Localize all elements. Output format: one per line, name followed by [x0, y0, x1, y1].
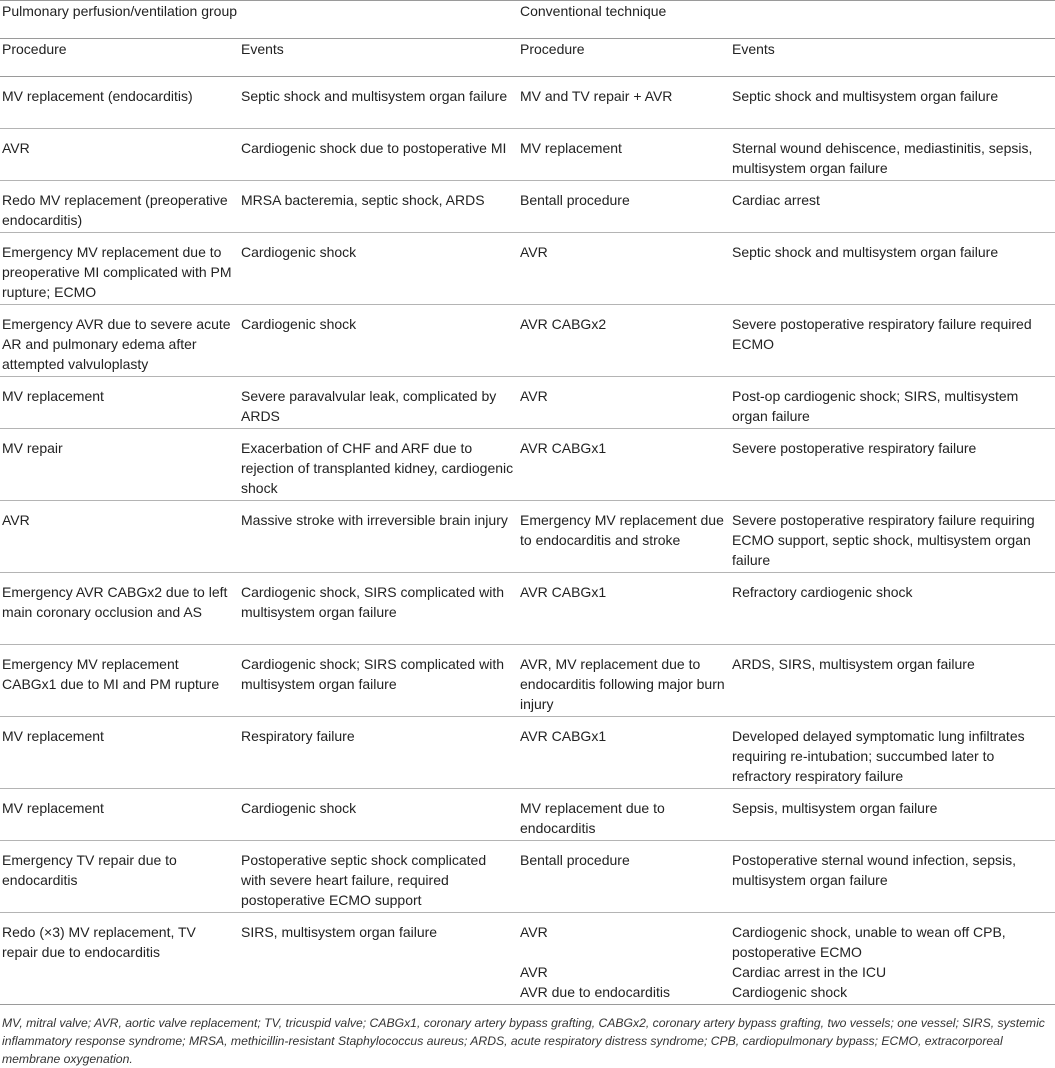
- cell-procedure: AVR CABGx2: [520, 305, 732, 377]
- table-row: [0, 77, 1055, 129]
- cell-events: Septic shock and multisystem organ failure: [732, 233, 1055, 305]
- table-row: [0, 429, 1055, 501]
- column-header-procedure: Procedure: [0, 39, 241, 77]
- cell-procedure: [520, 913, 732, 1005]
- cell-events: Severe paravalvular leak, complicated by ARDS: [241, 377, 520, 429]
- table-row: [0, 233, 1055, 305]
- cell-procedure: Emergency MV replacement CABGx1 due to MI and PM rupture: [0, 645, 241, 717]
- event-entry: Cardiac arrest in the ICU: [732, 964, 887, 980]
- cell-procedure: AVR: [520, 233, 732, 305]
- cell-events: Severe postoperative respiratory failure required ECMO: [732, 305, 1055, 377]
- table-footnote: MV, mitral valve; AVR, aortic valve replacement; TV, tricuspid valve; CABGx1, coronary artery bypass grafting, CABGx2, coronary artery bypass grafting, two vessels; one vessel; SIRS, systemic inflammatory response syndrome; MRSA, methicillin-resistant Staphylococcus aureus; ARDS, acute respiratory distress syndrome; CPB, cardiopulmonary bypass; ECMO, extracorporeal membrane oxygenation.: [2, 1016, 1045, 1066]
- cell-events: Refractory cardiogenic shock: [732, 573, 1055, 645]
- cell-procedure: Emergency MV replacement due to preoperative MI complicated with PM rupture; ECMO: [0, 233, 241, 305]
- cell-events: MRSA bacteremia, septic shock, ARDS: [241, 181, 520, 233]
- cell-events: Exacerbation of CHF and ARF due to rejection of transplanted kidney, cardiogenic shock: [241, 429, 520, 501]
- cell-events: Respiratory failure: [241, 717, 520, 789]
- table-row: [0, 913, 1055, 1005]
- table-row: [0, 789, 1055, 841]
- cell-events: Severe postoperative respiratory failure: [732, 429, 1055, 501]
- table-row: [0, 181, 1055, 233]
- cell-events: Sepsis, multisystem organ failure: [732, 789, 1055, 841]
- cell-procedure: MV repair: [0, 429, 241, 501]
- cell-events: Sternal wound dehiscence, mediastinitis, sepsis, multisystem organ failure: [732, 129, 1055, 181]
- cell-events: Post-op cardiogenic shock; SIRS, multisystem organ failure: [732, 377, 1055, 429]
- cell-events: Severe postoperative respiratory failure requiring ECMO support, septic shock, multisystem organ failure: [732, 501, 1055, 573]
- cell-events: Postoperative septic shock complicated with severe heart failure, required postoperative ECMO support: [241, 841, 520, 913]
- column-header-events: Events: [241, 39, 520, 77]
- table-row: [0, 645, 1055, 717]
- cell-procedure: Emergency MV replacement due to endocarditis and stroke: [520, 501, 732, 573]
- cell-procedure: MV and TV repair + AVR: [520, 77, 732, 129]
- cell-events: SIRS, multisystem organ failure: [241, 913, 520, 1005]
- event-entry: Cardiogenic shock, unable to wean off CPB, postoperative ECMO: [732, 924, 1006, 960]
- cell-procedure: Bentall procedure: [520, 181, 732, 233]
- table-row: [0, 501, 1055, 573]
- cell-procedure: AVR CABGx1: [520, 573, 732, 645]
- event-entry: Cardiogenic shock: [732, 984, 848, 1000]
- cell-procedure: AVR: [0, 129, 241, 181]
- column-header-procedure: Procedure: [520, 39, 732, 77]
- cell-events: Cardiogenic shock; SIRS complicated with multisystem organ failure: [241, 645, 520, 717]
- cell-events: Cardiac arrest: [732, 181, 1055, 233]
- procedure-entry: AVR due to endocarditis: [520, 984, 670, 1000]
- cell-procedure: Redo MV replacement (preoperative endocarditis): [0, 181, 241, 233]
- cell-procedure: Emergency AVR CABGx2 due to left main coronary occlusion and AS: [0, 573, 241, 645]
- cell-events: Developed delayed symptomatic lung infiltrates requiring re-intubation; succumbed later to refractory respiratory failure: [732, 717, 1055, 789]
- cell-events: Postoperative sternal wound infection, sepsis, multisystem organ failure: [732, 841, 1055, 913]
- table-row: [0, 717, 1055, 789]
- cell-procedure: AVR CABGx1: [520, 429, 732, 501]
- cell-procedure: Emergency TV repair due to endocarditis: [0, 841, 241, 913]
- cell-procedure: MV replacement: [0, 717, 241, 789]
- cell-procedure: AVR: [0, 501, 241, 573]
- cell-events: ARDS, SIRS, multisystem organ failure: [732, 645, 1055, 717]
- cell-events: Massive stroke with irreversible brain injury: [241, 501, 520, 573]
- cell-events: Cardiogenic shock, SIRS complicated with multisystem organ failure: [241, 573, 520, 645]
- cell-procedure: MV replacement: [0, 377, 241, 429]
- cell-events: Cardiogenic shock: [241, 789, 520, 841]
- cell-events: Cardiogenic shock: [241, 305, 520, 377]
- procedure-entry: AVR: [520, 964, 548, 980]
- cell-procedure: AVR CABGx1: [520, 717, 732, 789]
- cell-procedure: AVR: [520, 377, 732, 429]
- cell-procedure: Emergency AVR due to severe acute AR and pulmonary edema after attempted valvuloplasty: [0, 305, 241, 377]
- column-header-row: [0, 39, 1055, 77]
- table-row: [0, 573, 1055, 645]
- group-header-pulmonary-perfusion: Pulmonary perfusion/ventilation group: [0, 1, 520, 39]
- table-row: [0, 841, 1055, 913]
- cell-events: [732, 913, 1055, 1005]
- table-row: [0, 129, 1055, 181]
- cell-procedure: Redo (×3) MV replacement, TV repair due to endocarditis: [0, 913, 241, 1005]
- cell-procedure: AVR, MV replacement due to endocarditis following major burn injury: [520, 645, 732, 717]
- cell-procedure: MV replacement: [520, 129, 732, 181]
- cell-procedure: MV replacement: [0, 789, 241, 841]
- cell-events: Septic shock and multisystem organ failure: [241, 77, 520, 129]
- procedure-entry: AVR: [520, 924, 548, 940]
- table-row: [0, 305, 1055, 377]
- cell-events: Septic shock and multisystem organ failure: [732, 77, 1055, 129]
- cell-events: Cardiogenic shock: [241, 233, 520, 305]
- table-row: [0, 377, 1055, 429]
- cell-procedure: MV replacement due to endocarditis: [520, 789, 732, 841]
- table-body: [0, 77, 1055, 1005]
- column-header-events: Events: [732, 39, 1055, 77]
- group-header-conventional: Conventional technique: [520, 1, 1055, 39]
- cell-events: Cardiogenic shock due to postoperative MI: [241, 129, 520, 181]
- cell-procedure: MV replacement (endocarditis): [0, 77, 241, 129]
- cell-procedure: Bentall procedure: [520, 841, 732, 913]
- group-header-row: [0, 1, 1055, 39]
